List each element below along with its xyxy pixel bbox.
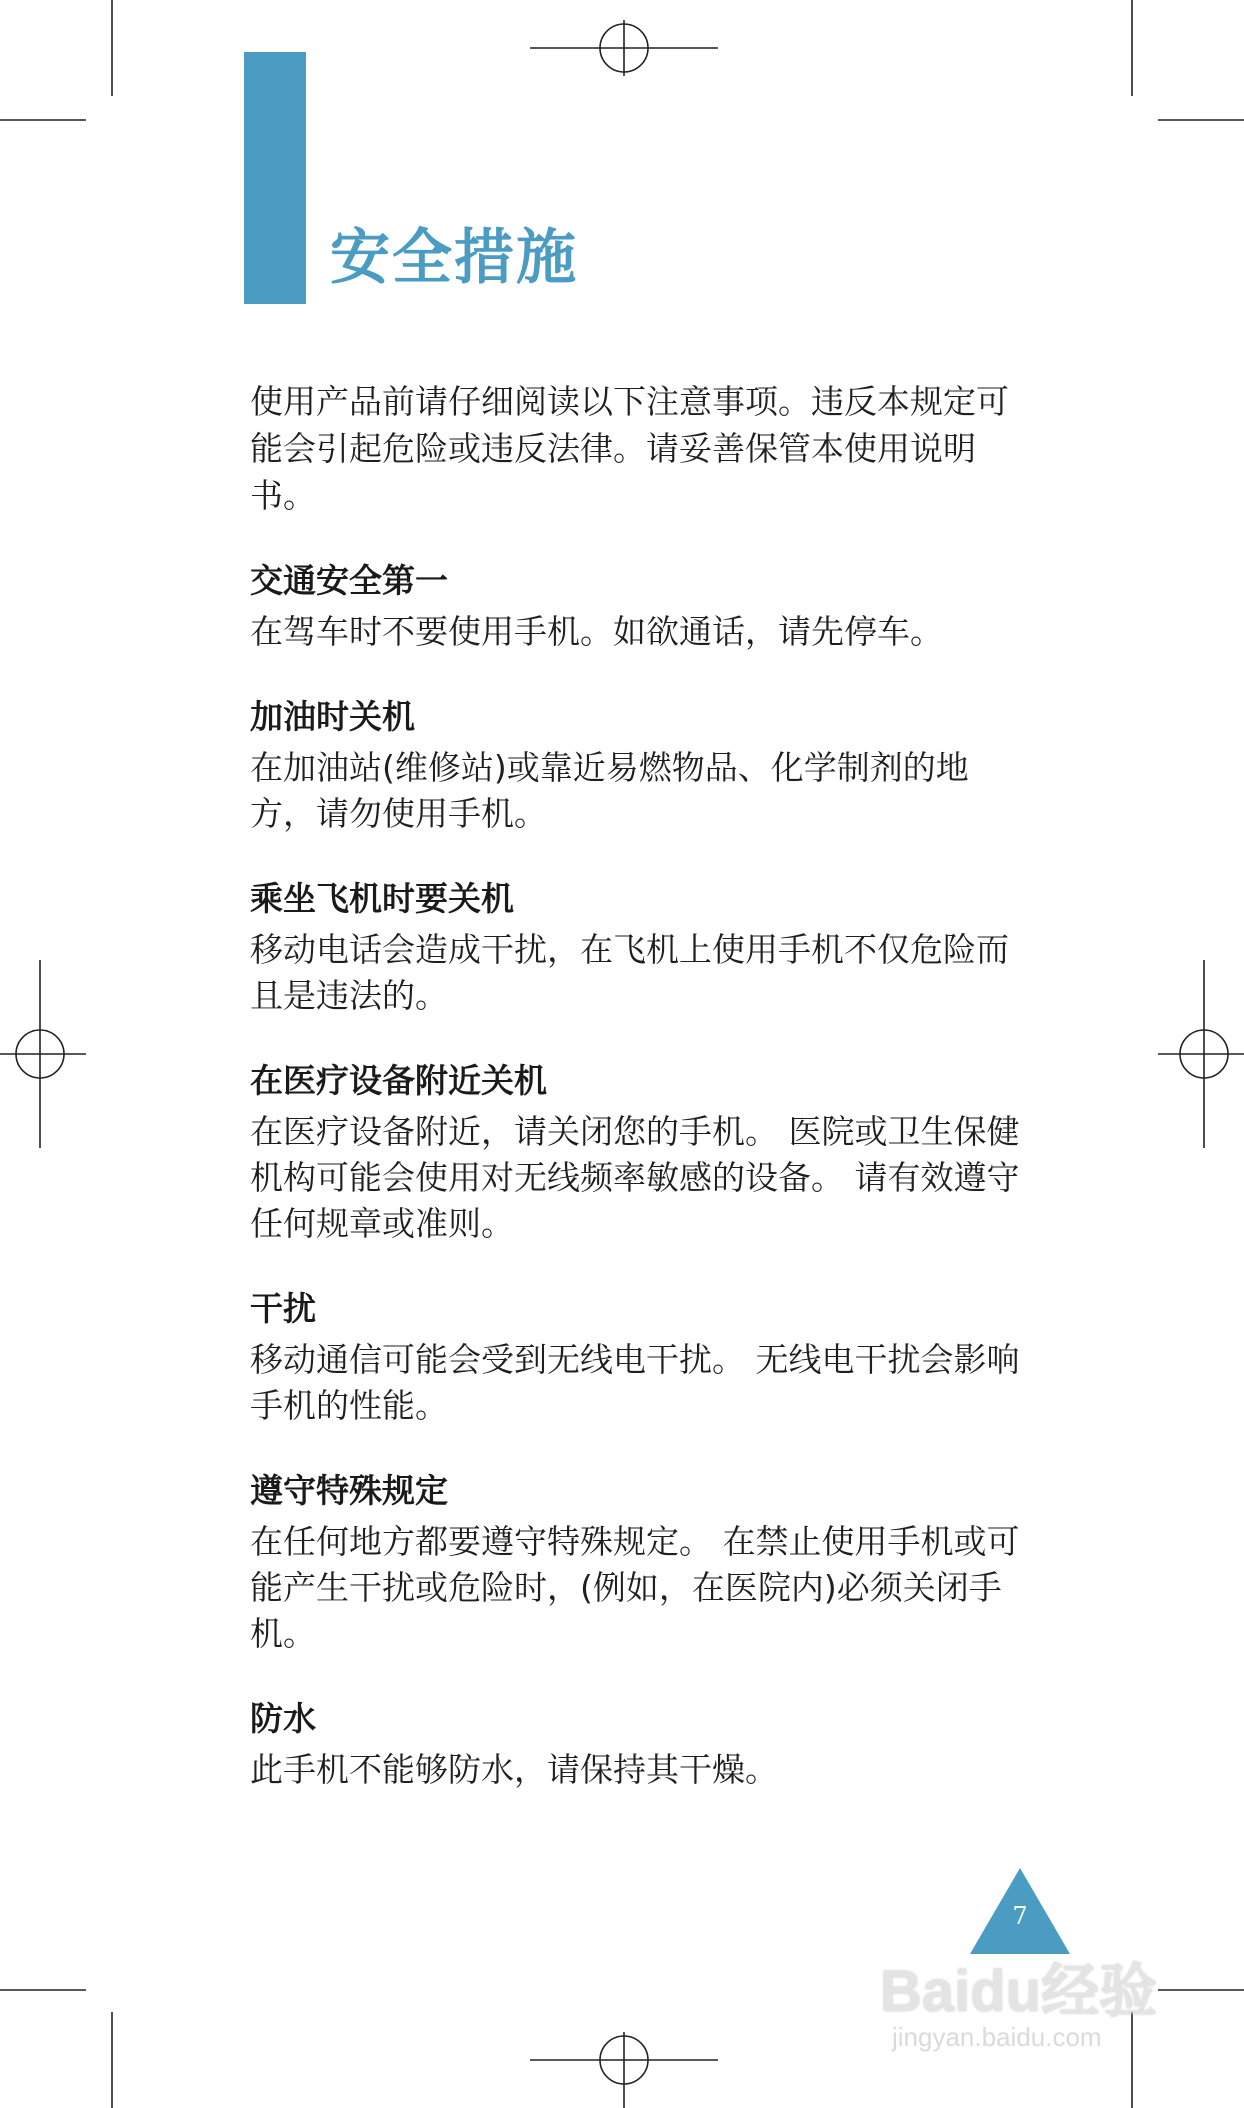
- section-medical: [250, 1059, 1020, 1247]
- section-heading: 遵守特殊规定: [250, 1471, 448, 1510]
- section-heading: 防水: [250, 1699, 316, 1738]
- section-body: 移动电话会造成干扰，在飞机上使用手机不仅危险而且是违法的。: [250, 930, 1009, 1015]
- section-interference: [250, 1287, 1020, 1429]
- section-aircraft: [250, 877, 1020, 1019]
- section-body: 在驾车时不要使用手机。如欲通话，请先停车。: [250, 612, 943, 651]
- section-refueling: [250, 695, 1020, 837]
- section-body: 此手机不能够防水，请保持其干燥。: [250, 1750, 778, 1789]
- watermark: [880, 1944, 1180, 2074]
- section-body: 在医疗设备附近，请关闭您的手机。 医院或卫生保健机构可能会使用对无线频率敏感的设备。 请有效遵守任何规章或准则。: [250, 1112, 1020, 1243]
- watermark-url: jingyan.baidu.com: [892, 2022, 1102, 2052]
- section-heading: 干扰: [250, 1289, 316, 1328]
- section-body: 在任何地方都要遵守特殊规定。 在禁止使用手机或可能产生干扰或危险时，(例如，在医院内)必须关闭手机。: [250, 1522, 1020, 1653]
- page-title: 安全措施: [330, 223, 578, 293]
- page-number-badge: [970, 1868, 1070, 1954]
- section-heading: 交通安全第一: [250, 561, 448, 600]
- section-water: [250, 1697, 1020, 1793]
- title-accent-bar: [244, 52, 306, 304]
- section-heading: 乘坐飞机时要关机: [250, 879, 514, 918]
- section-traffic: [250, 559, 1020, 655]
- watermark-logo: Baidu经验: [880, 1959, 1158, 2024]
- section-heading: 加油时关机: [250, 697, 415, 736]
- section-special-rules: [250, 1469, 1020, 1657]
- intro-paragraph: 使用产品前请仔细阅读以下注意事项。违反本规定可能会引起危险或违反法律。请妥善保管本使用说明书。: [250, 382, 1009, 515]
- content: [250, 378, 1020, 1793]
- section-body: 移动通信可能会受到无线电干扰。 无线电干扰会影响手机的性能。: [250, 1340, 1020, 1425]
- section-heading: 在医疗设备附近关机: [250, 1061, 547, 1100]
- page-number: 7: [1012, 1902, 1028, 1930]
- section-body: 在加油站(维修站)或靠近易燃物品、化学制剂的地方，请勿使用手机。: [250, 748, 969, 833]
